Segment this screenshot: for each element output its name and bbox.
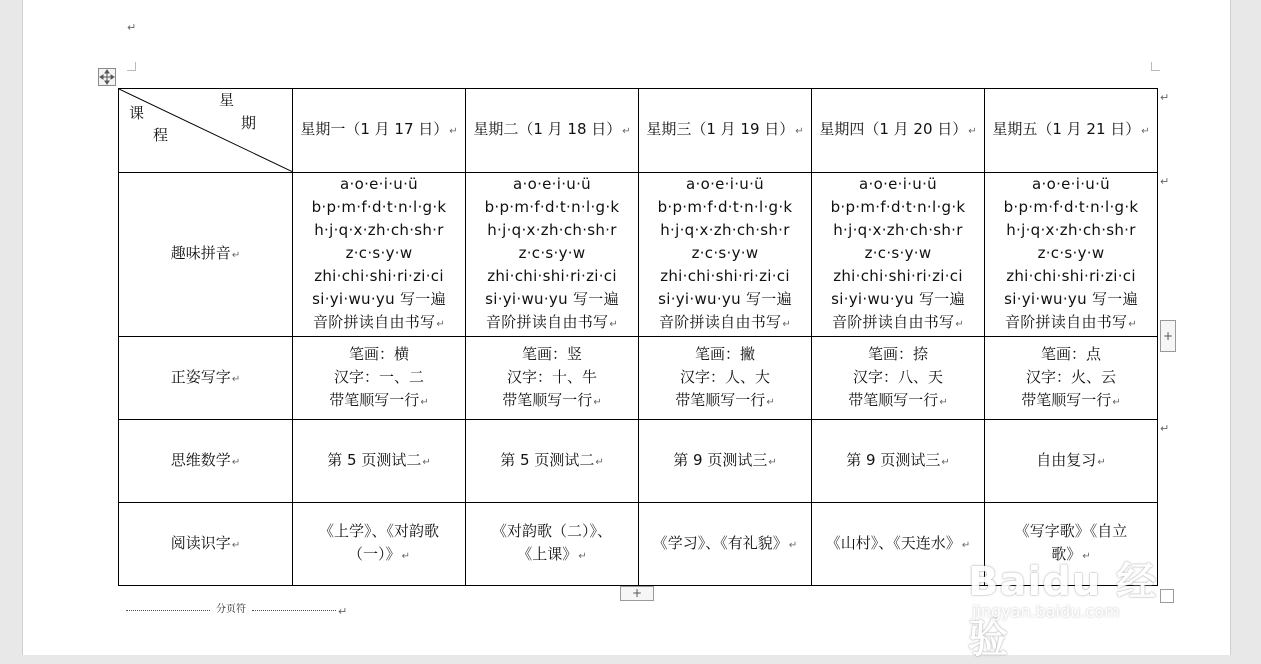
cell-line: 自由复习: [1036, 450, 1097, 469]
cell-line: a·o·e·i·u·ü: [686, 175, 764, 193]
cell-line: zhi·chi·shi·ri·zi·ci: [833, 267, 963, 285]
cell-line: si·yi·wu·yu 写一遍: [1004, 290, 1138, 308]
content-cell[interactable]: [293, 173, 466, 337]
cell-end-mark: ↵: [420, 396, 429, 408]
cell-line: 《上课》: [517, 545, 578, 563]
cell-line: 带笔顺写一行: [1021, 390, 1112, 409]
cell-line: 带笔顺写一行: [848, 390, 939, 409]
cell-line: 歌》: [1051, 545, 1082, 563]
cell-end-mark: ↵: [941, 456, 950, 468]
cell-line: 《上学》、《对韵歌: [318, 522, 439, 540]
cell-line: z·c·s·y·w: [864, 244, 932, 262]
paragraph-mark: ↵: [127, 21, 137, 34]
page-break: [126, 603, 336, 617]
cell-line: 笔画：竖: [521, 344, 582, 363]
cell-line: si·yi·wu·yu 写一遍: [312, 290, 446, 308]
cell-line: 第 9 页测试三: [673, 450, 768, 469]
cell-line: 笔画：撇: [694, 344, 755, 363]
content-cell[interactable]: [812, 173, 985, 337]
cell-line: si·yi·wu·yu 写一遍: [831, 290, 965, 308]
cell-line: a·o·e·i·u·ü: [513, 175, 591, 193]
cell-line: 汉字：八、天: [852, 367, 943, 386]
margin-corner-mark: [127, 62, 136, 71]
content-cell[interactable]: [639, 503, 812, 586]
table-header-row: [119, 89, 1158, 173]
cell-line: b·p·m·f·d·t·n·l·g·k: [311, 198, 447, 216]
content-cell[interactable]: [466, 503, 639, 586]
subject-cell[interactable]: 正姿写字↵: [119, 337, 293, 420]
cell-line: z·c·s·y·w: [345, 244, 413, 262]
cell-end-mark: ↵: [593, 396, 602, 408]
cell-line: （一）》: [348, 545, 401, 563]
day-label: 星期一（1 月 17 日）: [300, 120, 449, 138]
corner-label-ke: 课: [129, 104, 145, 122]
cell-end-mark: ↵: [768, 456, 777, 468]
cell-line: 音阶拼读自由书写: [1004, 313, 1128, 331]
content-cell[interactable]: [466, 337, 639, 420]
cell-line: z·c·s·y·w: [518, 244, 586, 262]
content-cell[interactable]: [639, 173, 812, 337]
cell-line: 《学习》、《有礼貌》: [652, 533, 788, 552]
subject-label: 思维数学: [170, 450, 231, 469]
cell-line: 《对韵歌（二）》、: [491, 522, 612, 540]
content-cell[interactable]: [985, 173, 1158, 337]
cell-line: 《写字歌》《自立: [1014, 522, 1128, 540]
day-header-cell[interactable]: 星期五（1 月 21 日）↵: [985, 89, 1158, 173]
cell-line: b·p·m·f·d·t·n·l·g·k: [1003, 198, 1139, 216]
cell-line: a·o·e·i·u·ü: [859, 175, 937, 193]
watermark-url: jingyan.baidu.com: [972, 602, 1120, 621]
cell-line: 第 5 页测试二: [327, 450, 422, 469]
cell-line: h·j·q·x·zh·ch·sh·r: [660, 221, 790, 239]
content-cell[interactable]: [466, 420, 639, 503]
day-header-cell[interactable]: 星期二（1 月 18 日）↵: [466, 89, 639, 173]
content-cell[interactable]: [812, 337, 985, 420]
content-cell[interactable]: [812, 420, 985, 503]
cell-line: 带笔顺写一行: [502, 390, 593, 409]
cell-line: a·o·e·i·u·ü: [340, 175, 418, 193]
cell-end-mark: ↵: [609, 319, 619, 330]
cell-end-mark: ↵: [939, 396, 948, 408]
table-row: [119, 173, 1158, 337]
diagonal-header-cell[interactable]: [119, 89, 293, 173]
cell-line: si·yi·wu·yu 写一遍: [485, 290, 619, 308]
content-cell[interactable]: [466, 173, 639, 337]
cell-line: 笔画：横: [348, 344, 409, 363]
cell-line: z·c·s·y·w: [691, 244, 759, 262]
day-label: 星期二（1 月 18 日）: [473, 120, 622, 138]
day-header-cell[interactable]: 星期四（1 月 20 日）↵: [812, 89, 985, 173]
subject-label: 正姿写字: [170, 367, 231, 386]
margin-corner-mark: [1151, 62, 1160, 71]
cell-line: z·c·s·y·w: [1037, 244, 1105, 262]
cell-end-mark: ↵: [1112, 396, 1121, 408]
cell-line: zhi·chi·shi·ri·zi·ci: [314, 267, 444, 285]
cell-end-mark: ↵: [422, 456, 431, 468]
cell-line: 汉字：人、大: [679, 367, 770, 386]
day-label: 星期四（1 月 20 日）: [819, 120, 968, 138]
subject-cell[interactable]: 思维数学↵: [119, 420, 293, 503]
subject-cell[interactable]: 阅读识字↵: [119, 503, 293, 586]
cell-line: 汉字：十、牛: [506, 367, 597, 386]
cell-end-mark: ↵: [1097, 456, 1106, 468]
cell-end-mark: ↵: [1128, 319, 1138, 330]
subject-label: 趣味拼音: [170, 244, 231, 262]
paragraph-mark: ↵: [338, 605, 348, 618]
cell-line: 音阶拼读自由书写: [312, 313, 436, 331]
cell-line: 第 9 页测试三: [846, 450, 941, 469]
content-cell[interactable]: [293, 337, 466, 420]
cell-line: 笔画：点: [1040, 344, 1101, 363]
cell-line: 音阶拼读自由书写: [658, 313, 782, 331]
cell-line: zhi·chi·shi·ri·zi·ci: [1006, 267, 1136, 285]
cell-line: si·yi·wu·yu 写一遍: [658, 290, 792, 308]
corner-label-qi: 期: [241, 114, 257, 132]
cell-line: 笔画：捺: [867, 344, 928, 363]
cell-line: h·j·q·x·zh·ch·sh·r: [487, 221, 617, 239]
cell-end-mark: ↵: [436, 319, 446, 330]
schedule-table: [118, 88, 1158, 586]
content-cell[interactable]: [293, 503, 466, 586]
content-cell[interactable]: [639, 420, 812, 503]
content-cell[interactable]: [639, 337, 812, 420]
watermark-brand: Baidu 经验: [968, 559, 1158, 662]
day-label: 星期五（1 月 21 日）: [992, 120, 1141, 138]
cell-line: h·j·q·x·zh·ch·sh·r: [833, 221, 963, 239]
baidu-jingyan-watermark: [968, 550, 1198, 662]
day-label: 星期三（1 月 19 日）: [646, 120, 795, 138]
subject-label: 阅读识字: [170, 533, 231, 552]
cell-line: zhi·chi·shi·ri·zi·ci: [487, 267, 617, 285]
cell-line: h·j·q·x·zh·ch·sh·r: [314, 221, 444, 239]
cell-line: 汉字：一、二: [333, 367, 424, 386]
cell-line: h·j·q·x·zh·ch·sh·r: [1006, 221, 1136, 239]
cell-line: b·p·m·f·d·t·n·l·g·k: [484, 198, 620, 216]
move-arrows-icon: [99, 69, 115, 85]
diagonal-line: [119, 89, 293, 172]
cell-line: 《山村》、《天连水》: [825, 533, 961, 552]
cell-end-mark: ↵: [578, 551, 587, 562]
table-row: [119, 337, 1158, 420]
cell-end-mark: ↵: [961, 539, 971, 551]
cell-line: 音阶拼读自由书写: [831, 313, 955, 331]
cell-end-mark: ↵: [955, 319, 965, 330]
page-break-label: 分页符: [216, 604, 246, 615]
cell-end-mark: ↵: [766, 396, 775, 408]
cell-line: 带笔顺写一行: [675, 390, 766, 409]
cell-end-mark: ↵: [1082, 551, 1091, 562]
content-cell[interactable]: [812, 503, 985, 586]
corner-label-cheng: 程: [153, 126, 169, 144]
row-end-mark: ↵: [1160, 91, 1170, 104]
cell-line: b·p·m·f·d·t·n·l·g·k: [657, 198, 793, 216]
insert-row-button[interactable]: +: [620, 586, 654, 601]
content-cell[interactable]: [985, 337, 1158, 420]
cell-line: b·p·m·f·d·t·n·l·g·k: [830, 198, 966, 216]
row-end-mark: ↵: [1160, 422, 1170, 435]
row-end-mark: ↵: [1160, 175, 1170, 188]
cell-line: 第 5 页测试二: [500, 450, 595, 469]
cell-end-mark: ↵: [782, 319, 792, 330]
cell-line: 音阶拼读自由书写: [485, 313, 609, 331]
cell-line: zhi·chi·shi·ri·zi·ci: [660, 267, 790, 285]
table-move-handle[interactable]: [98, 68, 116, 86]
day-header-cell[interactable]: 星期一（1 月 17 日）↵: [293, 89, 466, 173]
subject-cell[interactable]: 趣味拼音↵: [119, 173, 293, 337]
day-header-cell[interactable]: 星期三（1 月 19 日）↵: [639, 89, 812, 173]
cell-end-mark: ↵: [788, 539, 798, 551]
cell-line: 带笔顺写一行: [329, 390, 420, 409]
insert-column-button[interactable]: +: [1160, 320, 1176, 352]
cell-end-mark: ↵: [401, 551, 410, 562]
cell-line: a·o·e·i·u·ü: [1032, 175, 1110, 193]
content-cell[interactable]: [985, 420, 1158, 503]
table-row: [119, 420, 1158, 503]
cell-line: 汉字：火、云: [1025, 367, 1116, 386]
cell-end-mark: ↵: [595, 456, 604, 468]
content-cell[interactable]: [293, 420, 466, 503]
corner-label-xing: 星: [219, 91, 235, 109]
